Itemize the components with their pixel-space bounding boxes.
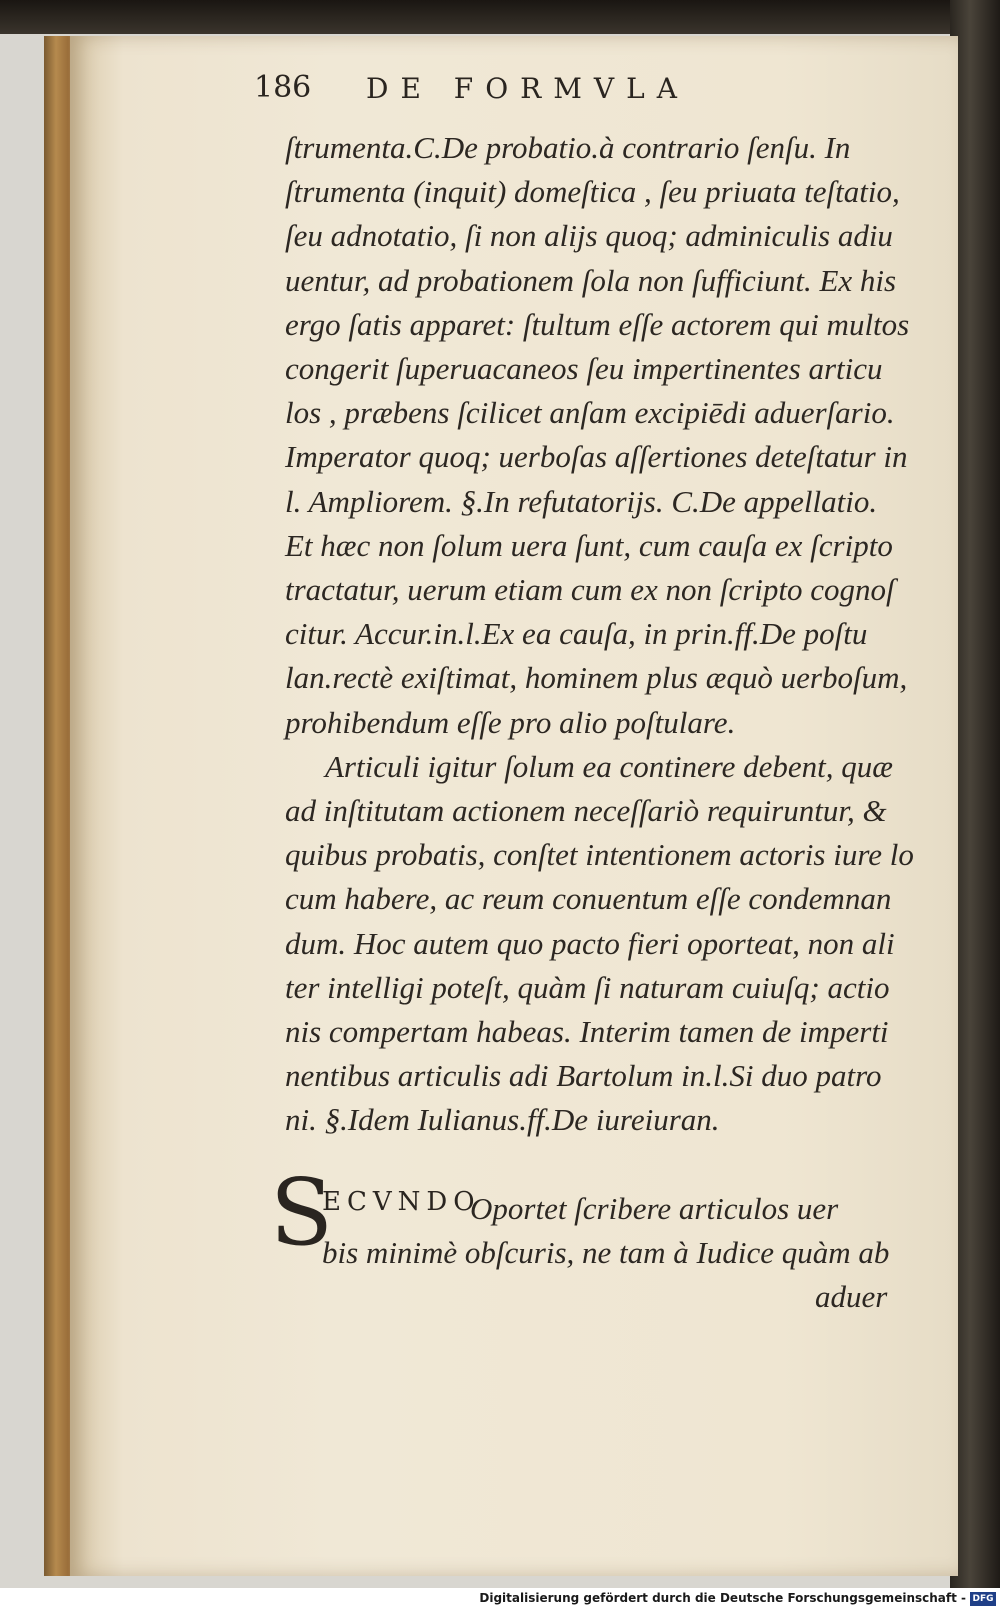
catchword: aduer	[815, 1279, 888, 1314]
footer-credit-bar	[0, 1590, 1000, 1610]
running-head-title: DE FORMVLA	[366, 72, 689, 105]
body-line: ſtrumenta (inquit) domeſtica , ſeu priuata teſtatio,	[285, 174, 900, 210]
second-section	[270, 1159, 920, 1325]
smallcaps-opening-word: ECVNDO	[322, 1187, 481, 1217]
body-line: ad inſtitutam actionem neceſſariò requiruntur, &	[285, 793, 887, 828]
footer-credit-text: Digitalisierung gefördert durch die Deutsche Forschungsgemeinschaft -	[479, 1591, 966, 1605]
body-line: quibus probatis, conſtet intentionem actoris iure lo	[285, 837, 914, 873]
body-line: nentibus articulis adi Bartolum in.l.Si duo patro	[285, 1058, 882, 1094]
body-line: Articuli igitur ſolum ea continere debent, quæ	[325, 748, 893, 784]
body-line: dum. Hoc autem quo pacto fieri oporteat, non ali	[285, 925, 895, 961]
body-line: Imperator quoq; uerboſas aſſertiones deteſtatur in	[285, 439, 908, 475]
body-line: nis compertam habeas. Interim tamen de imperti	[285, 1014, 889, 1049]
body-line: Et hæc non ſolum uera ſunt, cum cauſa ex ſcripto	[285, 527, 893, 563]
body-line: ſeu adnotatio, ſi non alijs quoq; adminiculis adiu	[285, 218, 893, 254]
body-line: uentur, ad probationem ſola non ſufficiunt. Ex his	[285, 262, 897, 298]
section-line-1: Oportet ſcribere articulos uer	[470, 1191, 839, 1226]
scan-top-edge	[0, 0, 1000, 34]
dfg-logo: DFG	[970, 1592, 996, 1606]
body-line: tractatur, uerum etiam cum ex non ſcripto cognoſ	[285, 572, 895, 607]
section-line-2: bis minimè obſcuris, ne tam à Iudice quàm ab	[322, 1235, 890, 1270]
running-head	[254, 70, 874, 110]
body-line: los , præbens ſcilicet anſam excipiēdi aduerſario.	[285, 395, 895, 431]
body-line: prohibendum eſſe pro alio poſtulare.	[285, 704, 736, 740]
page-number: 186	[254, 70, 312, 105]
body-line: ergo ſatis apparet: ſtultum eſſe actorem qui multos	[285, 306, 910, 342]
body-line: l. Ampliorem. §.In refutatorijs. C.De appellatio.	[285, 483, 878, 519]
drop-cap: S	[270, 1159, 334, 1266]
body-line: cum habere, ac reum conuentum eſſe condemnan	[285, 881, 892, 917]
body-line: ter intelligi poteſt, quàm ſi naturam cuiuſq; actio	[285, 969, 890, 1005]
body-line: congerit ſuperuacaneos ſeu impertinentes articu	[285, 351, 883, 386]
body-line: citur. Accur.in.l.Ex ea cauſa, in prin.ff.De poſtu	[285, 616, 868, 652]
body-line: ſtrumenta.C.De probatio.à contrario ſenſu. In	[285, 130, 851, 165]
body-line: lan.rectè exiſtimat, hominem plus æquò uerboſum,	[285, 660, 908, 696]
body-line: ni. §.Idem Iulianus.ff.De iureiuran.	[285, 1102, 720, 1138]
